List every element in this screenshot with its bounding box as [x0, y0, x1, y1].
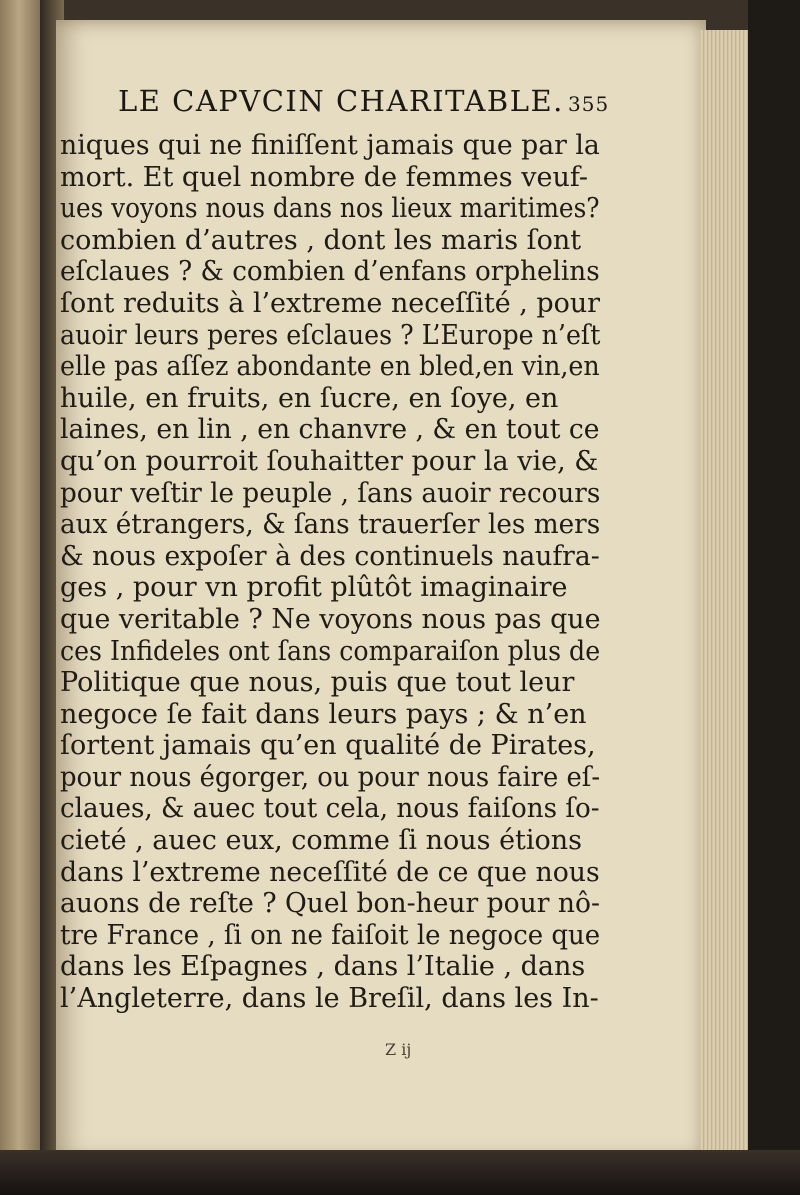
binding-edge: [748, 0, 800, 1195]
text-line: ces Infideles ont ſans comparaiſon plus de: [60, 635, 601, 667]
text-line: qu’on pourroit ſouhaitter pour la vie, &: [60, 445, 599, 477]
text-line: mort. Et quel nombre de femmes veuf-: [60, 161, 589, 193]
running-header: [118, 84, 610, 124]
text-line: dans l’extreme neceſſité de ce que nous: [60, 856, 600, 888]
text-line: tre France , ſi on ne faiſoit le negoce que: [60, 919, 601, 951]
page-number: 355: [568, 92, 610, 116]
text-line: & nous expoſer à des continuels naufra-: [60, 540, 600, 572]
text-line: ſortent jamais qu’en qualité de Pirates,: [60, 730, 596, 762]
text-line: cieté , auec eux, comme ſi nous étions: [60, 825, 583, 857]
page-fore-edge: [700, 30, 748, 1160]
text-line: auoir leurs peres eſclaues ? L’Europe n’eſt: [60, 319, 601, 351]
text-line: claues, & auec tout cela, nous faiſons ſo-: [60, 793, 600, 825]
text-line: combien d’autres , dont les maris ſont: [60, 224, 582, 256]
text-line: eſclaues ? & combien d’enfans orphelins: [60, 256, 600, 288]
text-line: l’Angleterre, dans le Breſil, dans les In-: [60, 983, 599, 1015]
bottom-shadow: [0, 1150, 800, 1195]
text-line: ſont reduits à l’extreme neceſſité , pour: [60, 287, 601, 319]
text-line: negoce ſe fait dans leurs pays ; & n’en: [60, 698, 587, 730]
text-line: huile, en fruits, en ſucre, en ſoye, en: [60, 382, 559, 414]
text-line: pour veſtir le peuple , ſans auoir recours: [60, 477, 601, 509]
body-text: [60, 130, 600, 1015]
text-line: ges , pour vn profit plûtôt imaginaire: [60, 572, 568, 604]
text-line: dans les Eſpagnes , dans l’Italie , dans: [60, 951, 586, 983]
text-line: pour nous égorger, ou pour nous faire eſ-: [60, 761, 601, 793]
text-line: laines, en lin , en chanvre , & en tout ce: [60, 414, 600, 446]
text-line: ues voyons nous dans nos lieux maritimes?: [60, 193, 600, 225]
running-title: LE CAPVCIN CHARITABLE.: [118, 84, 564, 118]
text-line: elle pas aſſez abondante en bled,en vin,en: [60, 351, 600, 383]
text-line: que veritable ? Ne voyons nous pas que: [60, 603, 601, 635]
text-line: Politique que nous, puis que tout leur: [60, 667, 575, 699]
signature-mark: Z ij: [385, 1040, 412, 1059]
text-line: niques qui ne finiſſent jamais que par la: [60, 130, 600, 161]
text-line: aux étrangers, & ſans trauerſer les mers: [60, 509, 601, 541]
text-line: auons de reſte ? Quel bon-heur pour nô-: [60, 888, 600, 920]
